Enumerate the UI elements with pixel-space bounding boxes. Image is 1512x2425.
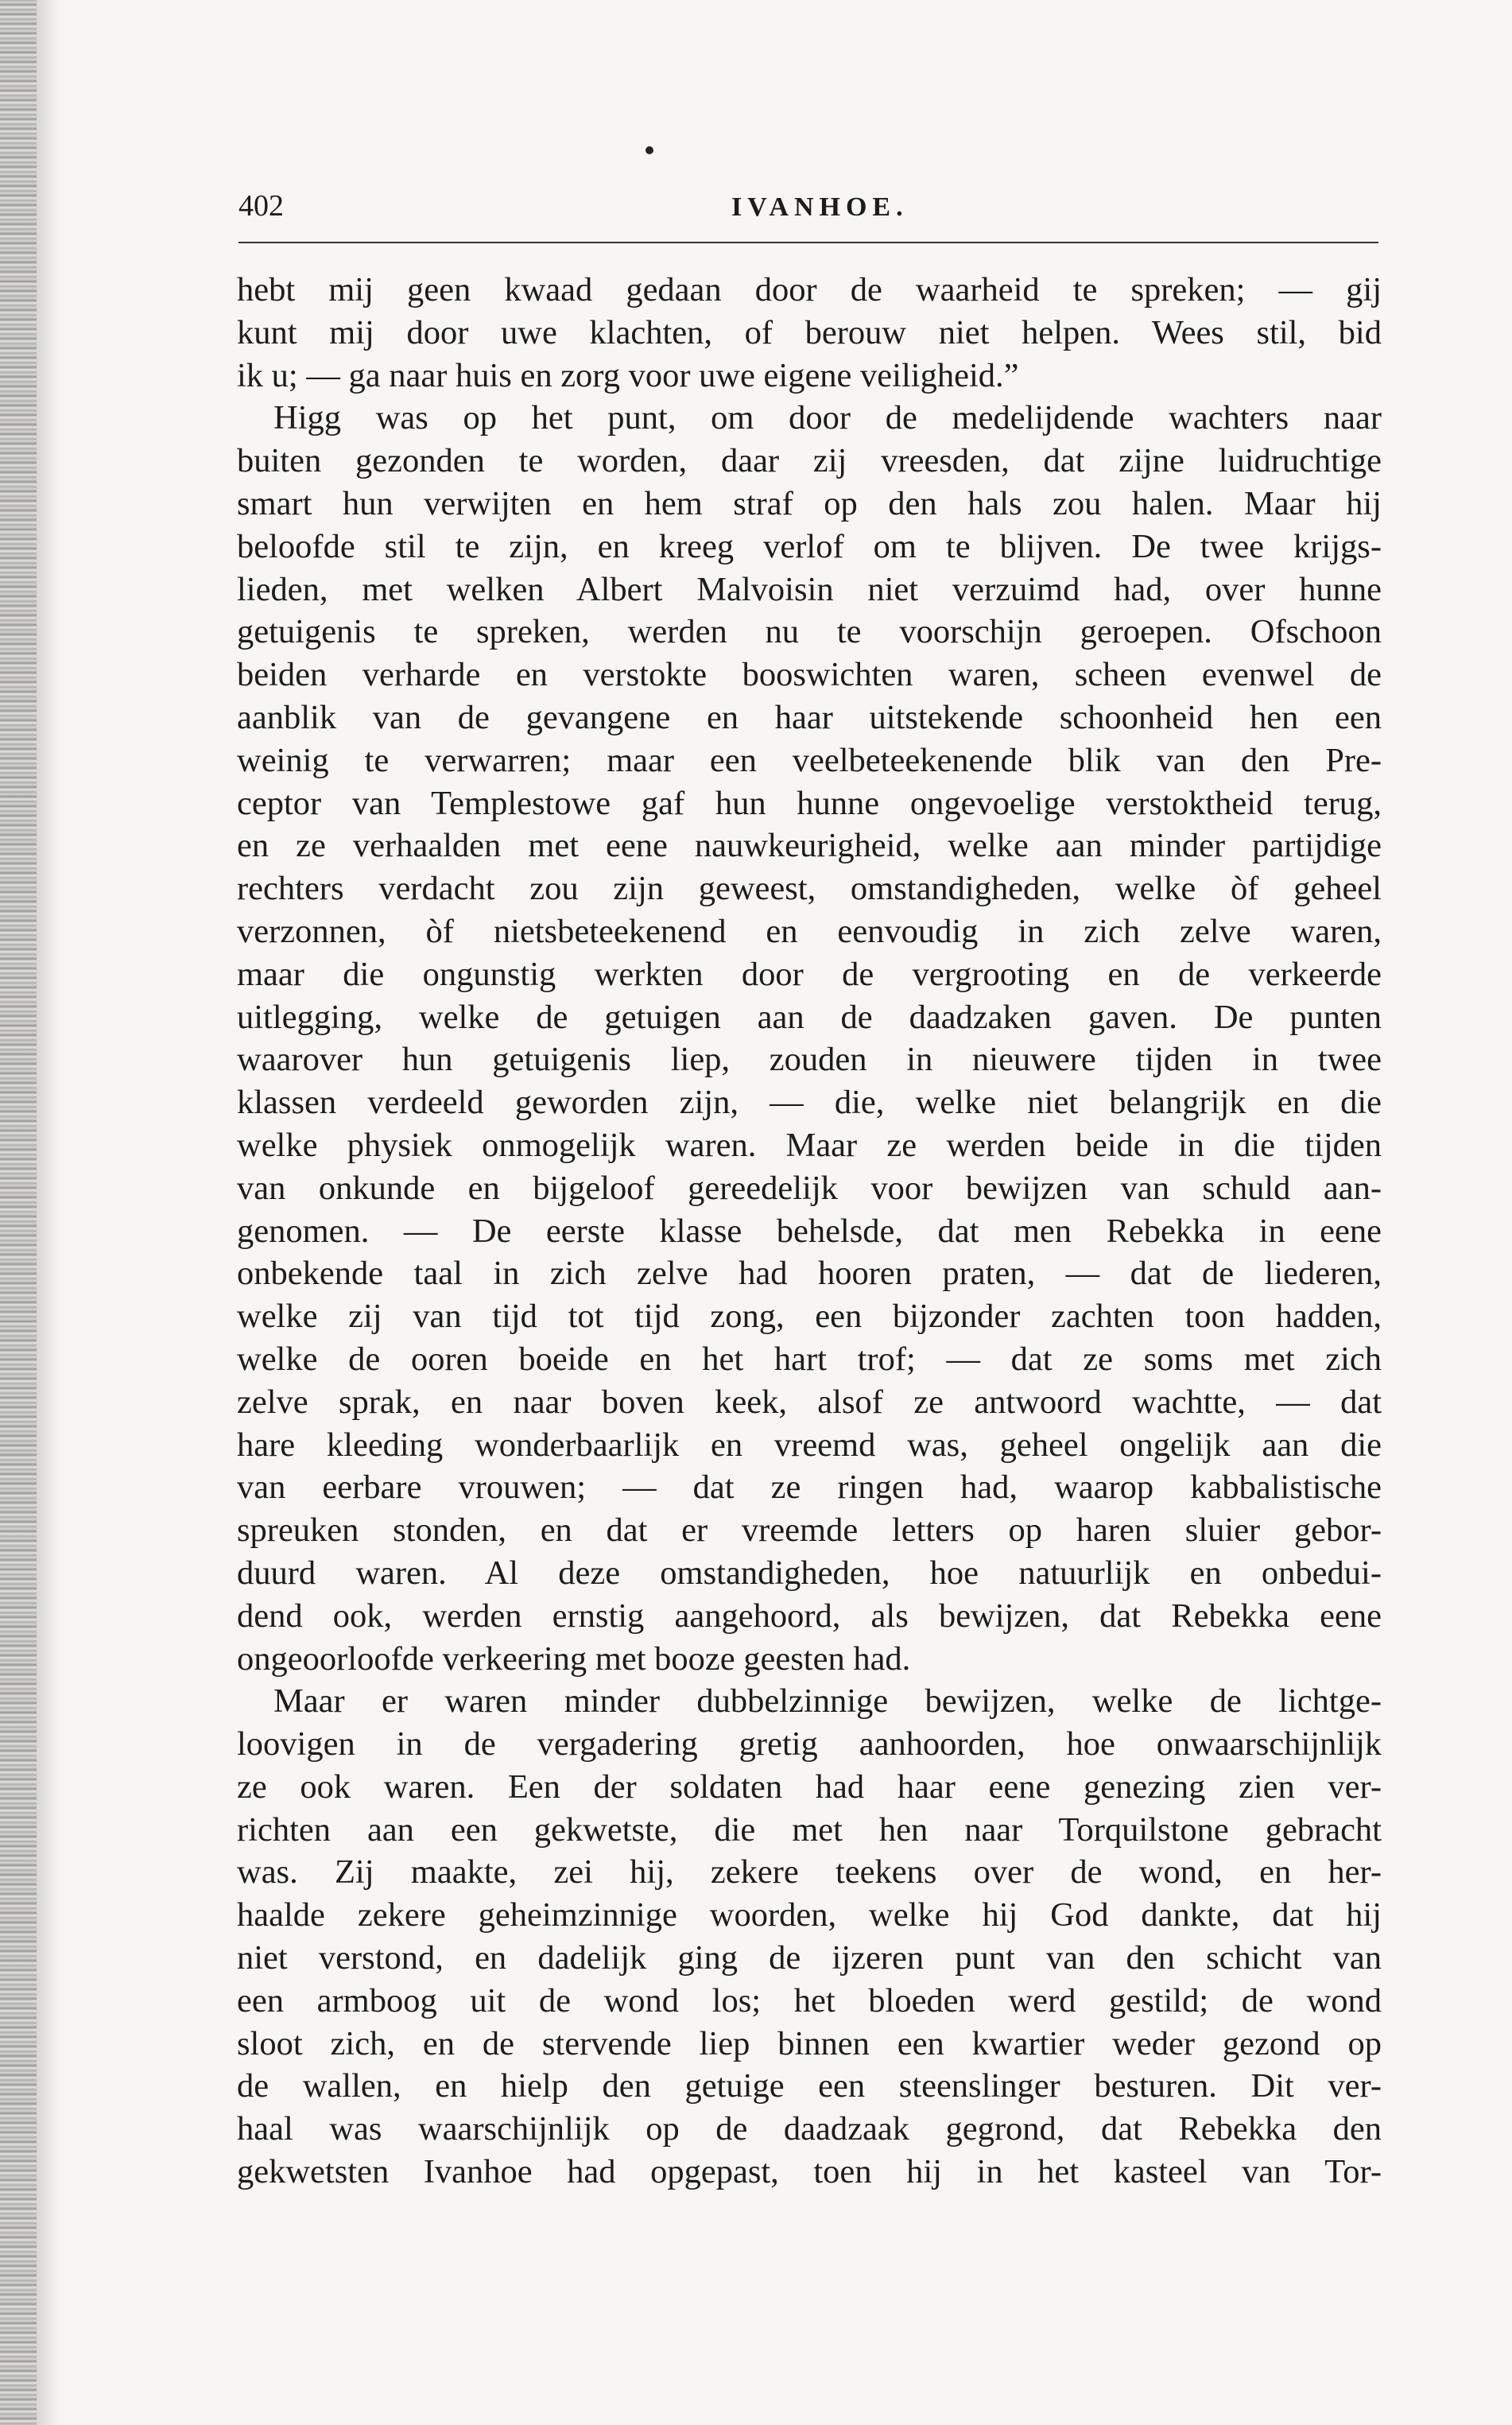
text-line: verzonnen, òf nietsbeteekenend en eenvoudig in zich zelve waren, — [237, 912, 1382, 950]
text-line: de wallen, en hielp den getuige een steenslinger besturen. Dit ver- — [237, 2067, 1382, 2105]
scan-binding-shadow — [37, 0, 60, 2425]
text-line: Maar er waren minder dubbelzinnige bewijzen, welke de lichtge- — [273, 1682, 1382, 1721]
text-line: spreuken stonden, en dat er vreemde letters op haren sluier gebor- — [237, 1511, 1382, 1550]
text-line: en ze verhaalden met eene nauwkeurigheid, welke aan minder partijdige — [237, 827, 1382, 865]
text-line: buiten gezonden te worden, daar zij vreesden, dat zijne luidruchtige — [237, 442, 1382, 480]
scan-speck — [646, 146, 653, 154]
text-line: was. Zij maakte, zei hij, zekere teekens over de wond, en her- — [237, 1853, 1382, 1892]
text-line: beiden verharde en verstokte booswichten waren, scheen evenwel de — [237, 656, 1382, 694]
text-line: richten aan een gekwetste, die met hen naar Torquilstone gebracht — [237, 1810, 1382, 1849]
text-line: kunt mij door uwe klachten, of berouw niet helpen. Wees stil, bid — [237, 313, 1382, 351]
text-line: ze ook waren. Een der soldaten had haar eene genezing zien ver- — [237, 1767, 1382, 1806]
body-text — [237, 269, 1382, 2194]
text-line: Higg was op het punt, om door de medelijdende wachters naar — [273, 399, 1382, 437]
text-line: gekwetsten Ivanhoe had opgepast, toen hij in het kasteel van Tor- — [237, 2153, 1382, 2191]
text-line: klassen verdeeld geworden zijn, — die, welke niet belangrijk en die — [237, 1084, 1382, 1122]
text-line: getuigenis te spreken, werden nu te voorschijn geroepen. Ofschoon — [237, 613, 1382, 651]
text-line: uitlegging, welke de getuigen aan de daadzaken gaven. De punten — [237, 998, 1382, 1036]
text-line: haalde zekere geheimzinnige woorden, welke hij God dankte, dat hij — [237, 1896, 1382, 1934]
text-line: genomen. — De eerste klasse behelsde, dat men Rebekka in eene — [237, 1212, 1382, 1250]
text-line: van onkunde en bijgeloof gereedelijk voor bewijzen van schuld aan- — [237, 1169, 1382, 1207]
text-line: aanblik van de gevangene en haar uitstekende schoonheid hen een — [237, 698, 1382, 736]
text-line: ik u; — ga naar huis en zorg voor uwe eigene veiligheid.” — [237, 356, 1019, 394]
text-line: welke de ooren boeide en het hart trof; — dat ze soms met zich — [237, 1340, 1382, 1378]
text-line: haal was waarschijnlijk op de daadzaak gegrond, dat Rebekka den — [237, 2110, 1382, 2148]
text-line: waarover hun getuigenis liep, zouden in nieuwere tijden in twee — [237, 1041, 1382, 1079]
text-line: zelve sprak, en naar boven keek, alsof ze antwoord wachtte, — dat — [237, 1383, 1382, 1421]
text-line: welke zij van tijd tot tijd zong, een bijzonder zachten toon hadden, — [237, 1298, 1382, 1336]
page-header — [238, 186, 1378, 234]
text-line: duurd waren. Al deze omstandigheden, hoe natuurlijk en onbedui- — [237, 1554, 1382, 1592]
scan-binding-edge — [0, 0, 37, 2425]
running-title: IVANHOE. — [731, 192, 909, 222]
header-rule — [238, 242, 1378, 243]
text-line: welke physiek onmogelijk waren. Maar ze werden beide in die tijden — [237, 1126, 1382, 1164]
text-line: loovigen in de vergadering gretig aanhoorden, hoe onwaarschijnlijk — [237, 1725, 1382, 1763]
text-line: niet verstond, en dadelijk ging de ijzeren punt van den schicht van — [237, 1939, 1382, 1977]
text-line: lieden, met welken Albert Malvoisin niet verzuimd had, over hunne — [237, 570, 1382, 608]
text-line: hebt mij geen kwaad gedaan door de waarheid te spreken; — gij — [237, 271, 1382, 308]
text-line: sloot zich, en de stervende liep binnen een kwartier weder gezond op — [237, 2024, 1382, 2062]
text-line: maar die ongunstig werkten door de vergrooting en de verkeerde — [237, 955, 1382, 993]
text-line: ceptor van Templestowe gaf hun hunne ongevoelige verstoktheid terug, — [237, 784, 1382, 822]
text-line: smart hun verwijten en hem straf op den hals zou halen. Maar hij — [237, 484, 1382, 522]
text-line: van eerbare vrouwen; — dat ze ringen had, waarop kabbalistische — [237, 1469, 1382, 1507]
text-line: weinig te verwarren; maar een veelbeteekenende blik van den Pre- — [237, 741, 1382, 779]
text-line: hare kleeding wonderbaarlijk en vreemd was, geheel ongelijk aan die — [237, 1426, 1382, 1464]
page-number: 402 — [238, 189, 284, 223]
text-line: rechters verdacht zou zijn geweest, omstandigheden, welke òf geheel — [237, 870, 1382, 908]
text-line: beloofde stil te zijn, en kreeg verlof om te blijven. De twee krijgs- — [237, 527, 1382, 565]
text-line: onbekende taal in zich zelve had hooren praten, — dat de liederen, — [237, 1255, 1382, 1293]
text-line: een armboog uit de wond los; het bloeden werd gestild; de wond — [237, 1981, 1382, 2020]
text-line: dend ook, werden ernstig aangehoord, als bewijzen, dat Rebekka eene — [237, 1597, 1382, 1635]
text-line: ongeoorloofde verkeering met booze geesten had. — [237, 1639, 911, 1678]
